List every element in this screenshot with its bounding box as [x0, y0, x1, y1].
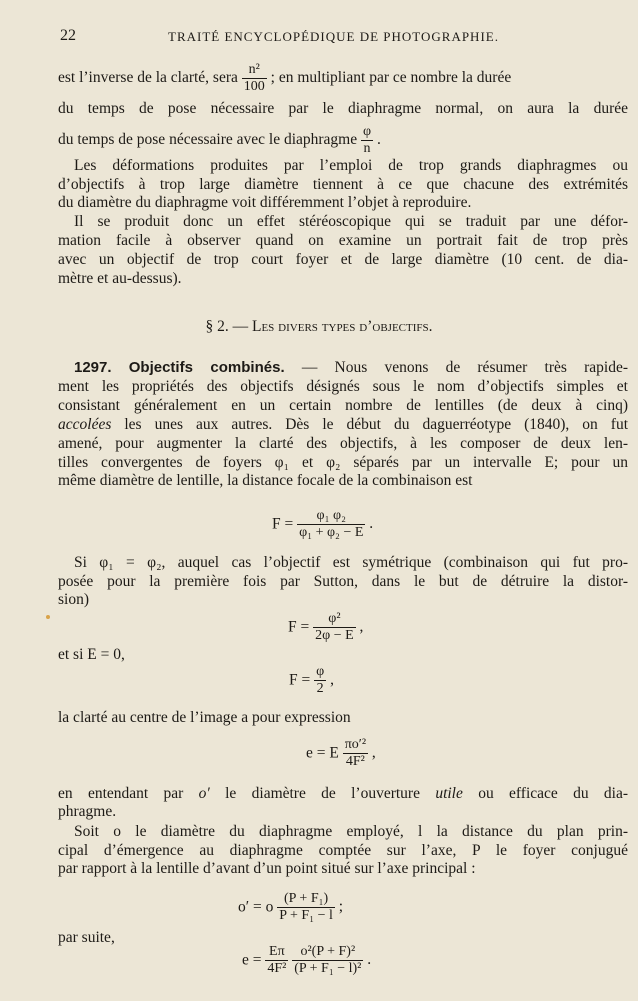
para3-line4: mètre et au-dessus). [58, 270, 182, 287]
para6-line1 [58, 784, 628, 803]
fraction-numerator: (P + F₁) [277, 891, 335, 908]
fraction-numerator: πo′² [344, 737, 367, 752]
para7-line3: par rapport à la lentille d’avant d’un point situé sur l’axe principal : [58, 860, 476, 877]
para1-line2: du temps de pose nécessaire par le diaphragme normal, on aura la durée [58, 100, 628, 117]
equation-fraction-2 [292, 944, 363, 977]
page-number: 22 [60, 27, 76, 44]
para4-line5: amené, pour augmenter la clarté des objectifs, à les composer de deux len- [58, 435, 628, 452]
para1-line1-text-b: ; en multipliant par ce nombre la durée [270, 69, 512, 87]
equation-clarity [306, 737, 376, 770]
equation-lhs: F = [288, 618, 310, 636]
equation-useful-aperture [238, 891, 343, 924]
para1-line1 [58, 62, 628, 95]
equation-punctuation: , [330, 671, 334, 689]
para1-line3-end: . [376, 131, 381, 149]
fraction-denominator: 2 [316, 681, 324, 696]
equation-half-focal [289, 664, 334, 697]
para1-line3 [58, 124, 628, 157]
para3-line3: avec un objectif de trop court foyer et de large diamètre (10 cent. de dia- [58, 251, 628, 268]
para6-line2: phragme. [58, 803, 117, 820]
para5-line2: posée pour la première fois par Sutton, dans le but de détruire la distor- [58, 573, 628, 590]
equation-fraction [314, 664, 326, 697]
para4-line2: ment les propriétés des objectifs désignés sous le nom d’objectifs simples et [58, 378, 628, 395]
fraction-numerator: n² [242, 62, 267, 79]
italic-term: utile [435, 785, 463, 802]
para3-line1: Il se produit donc un effet stéréoscopique qui se traduit par une défor- [74, 213, 628, 230]
equation-lhs: o′ = o [238, 898, 274, 916]
equation-symmetric [288, 611, 363, 644]
fraction-denominator: 4F² [345, 754, 365, 769]
equation-punctuation: , [359, 618, 364, 636]
equation-focal-combination [272, 508, 373, 541]
para6-text-c: ou efficace du dia- [478, 785, 629, 802]
para4-line4-text: les unes aux autres. Dès le début du daguerréotype (1840), on fut [124, 416, 629, 433]
equation-final-clarity [242, 944, 371, 977]
fraction-numerator: φ₁ φ₂ [297, 508, 365, 525]
para1-line3-text: du temps de pose nécessaire avec le diaphragme [58, 131, 358, 149]
equation-lhs: F = [289, 671, 311, 689]
equation-fraction [297, 508, 365, 541]
para4-line6: tilles convergentes de foyers φ₁ et φ₂ séparés par un intervalle E; pour un [58, 454, 628, 471]
equation-lhs: e = [242, 951, 262, 969]
fraction-denominator: φ₁ + φ₂ − E [299, 525, 364, 540]
equation-fraction [313, 611, 356, 644]
paper-blemish [46, 615, 50, 619]
fraction-numerator: φ [316, 664, 325, 679]
text-par-suite: par suite, [58, 929, 115, 946]
equation-punctuation: . [369, 515, 374, 533]
section-heading [0, 318, 638, 336]
para4-line4 [58, 415, 628, 434]
fraction-numerator: φ [362, 124, 372, 139]
para3-line2: mation facile à observer quand on examine un portrait fait de trop près [58, 232, 628, 249]
para4-line7: même diamètre de lentille, la distance focale de la combinaison est [58, 472, 473, 489]
section-mark: § 2. — [205, 318, 249, 335]
fraction-denominator: 4F² [267, 961, 287, 976]
para2-line1: Les déformations produites par l’emploi de trop grands diaphragmes ou [74, 157, 628, 174]
fraction-denominator: P + F₁ − l [279, 908, 333, 923]
equation-fraction [343, 737, 368, 770]
article-heading: Objectifs combinés. [128, 359, 285, 376]
equation-punctuation: . [367, 951, 372, 969]
para6-text-a: en entendant par [58, 785, 184, 802]
fraction-denominator: 100 [243, 79, 265, 94]
fraction-denominator: n [363, 141, 371, 156]
fraction-numerator: o²(P + F)² [292, 944, 363, 961]
para4-line3: consistant généralement en un certain nombre de lentilles (de deux à cinq) [58, 397, 628, 414]
text-clarte: la clarté au centre de l’image a pour expression [58, 709, 351, 726]
fraction-phi-over-n [361, 124, 373, 157]
text-et-si: et si E = 0, [58, 646, 125, 663]
equation-lhs: F = [272, 515, 294, 533]
article-number: 1297. [74, 359, 112, 376]
para5-line3: sion) [58, 591, 89, 608]
equation-punctuation: ; [338, 898, 344, 916]
para4-line1 [74, 358, 628, 377]
para4-line1-text: — Nous venons de résumer très rapide- [301, 359, 628, 376]
italic-term: accolées [58, 416, 112, 433]
para7-line2: cipal d’émergence au diaphragme comptée sur l’axe, P le foyer conjugué [58, 842, 628, 859]
para2-line3: du diamètre du diaphragme voit différemment l’objet à reproduire. [58, 194, 472, 211]
fraction-denominator: (P + F₁ − l)² [294, 961, 362, 976]
equation-punctuation: , [371, 744, 376, 762]
para2-line2: d’objectifs à trop large diamètre tiennent à ce que chacune des extrémités [58, 176, 628, 193]
equation-fraction-1 [265, 944, 288, 977]
para5-line1: Si φ₁ = φ₂, auquel cas l’objectif est symétrique (combinaison qui fut pro- [74, 554, 628, 571]
fraction-denominator: 2φ − E [315, 628, 354, 643]
equation-lhs: e = E [306, 744, 339, 762]
fraction-numerator: Eπ [265, 944, 288, 961]
section-title: Les divers types d’objectifs. [252, 318, 433, 335]
fraction-n2-over-100 [242, 62, 267, 95]
para6-text-b: le diamètre de l’ouverture [225, 785, 420, 802]
variable-o-prime: o′ [198, 785, 210, 802]
equation-fraction [277, 891, 335, 924]
running-title: TRAITÉ ENCYCLOPÉDIQUE DE PHOTOGRAPHIE. [168, 29, 499, 44]
para1-line1-text-a: est l’inverse de la clarté, sera [58, 69, 238, 87]
para7-line1: Soit o le diamètre du diaphragme employé, l la distance du plan prin- [74, 823, 628, 840]
fraction-numerator: φ² [313, 611, 356, 628]
